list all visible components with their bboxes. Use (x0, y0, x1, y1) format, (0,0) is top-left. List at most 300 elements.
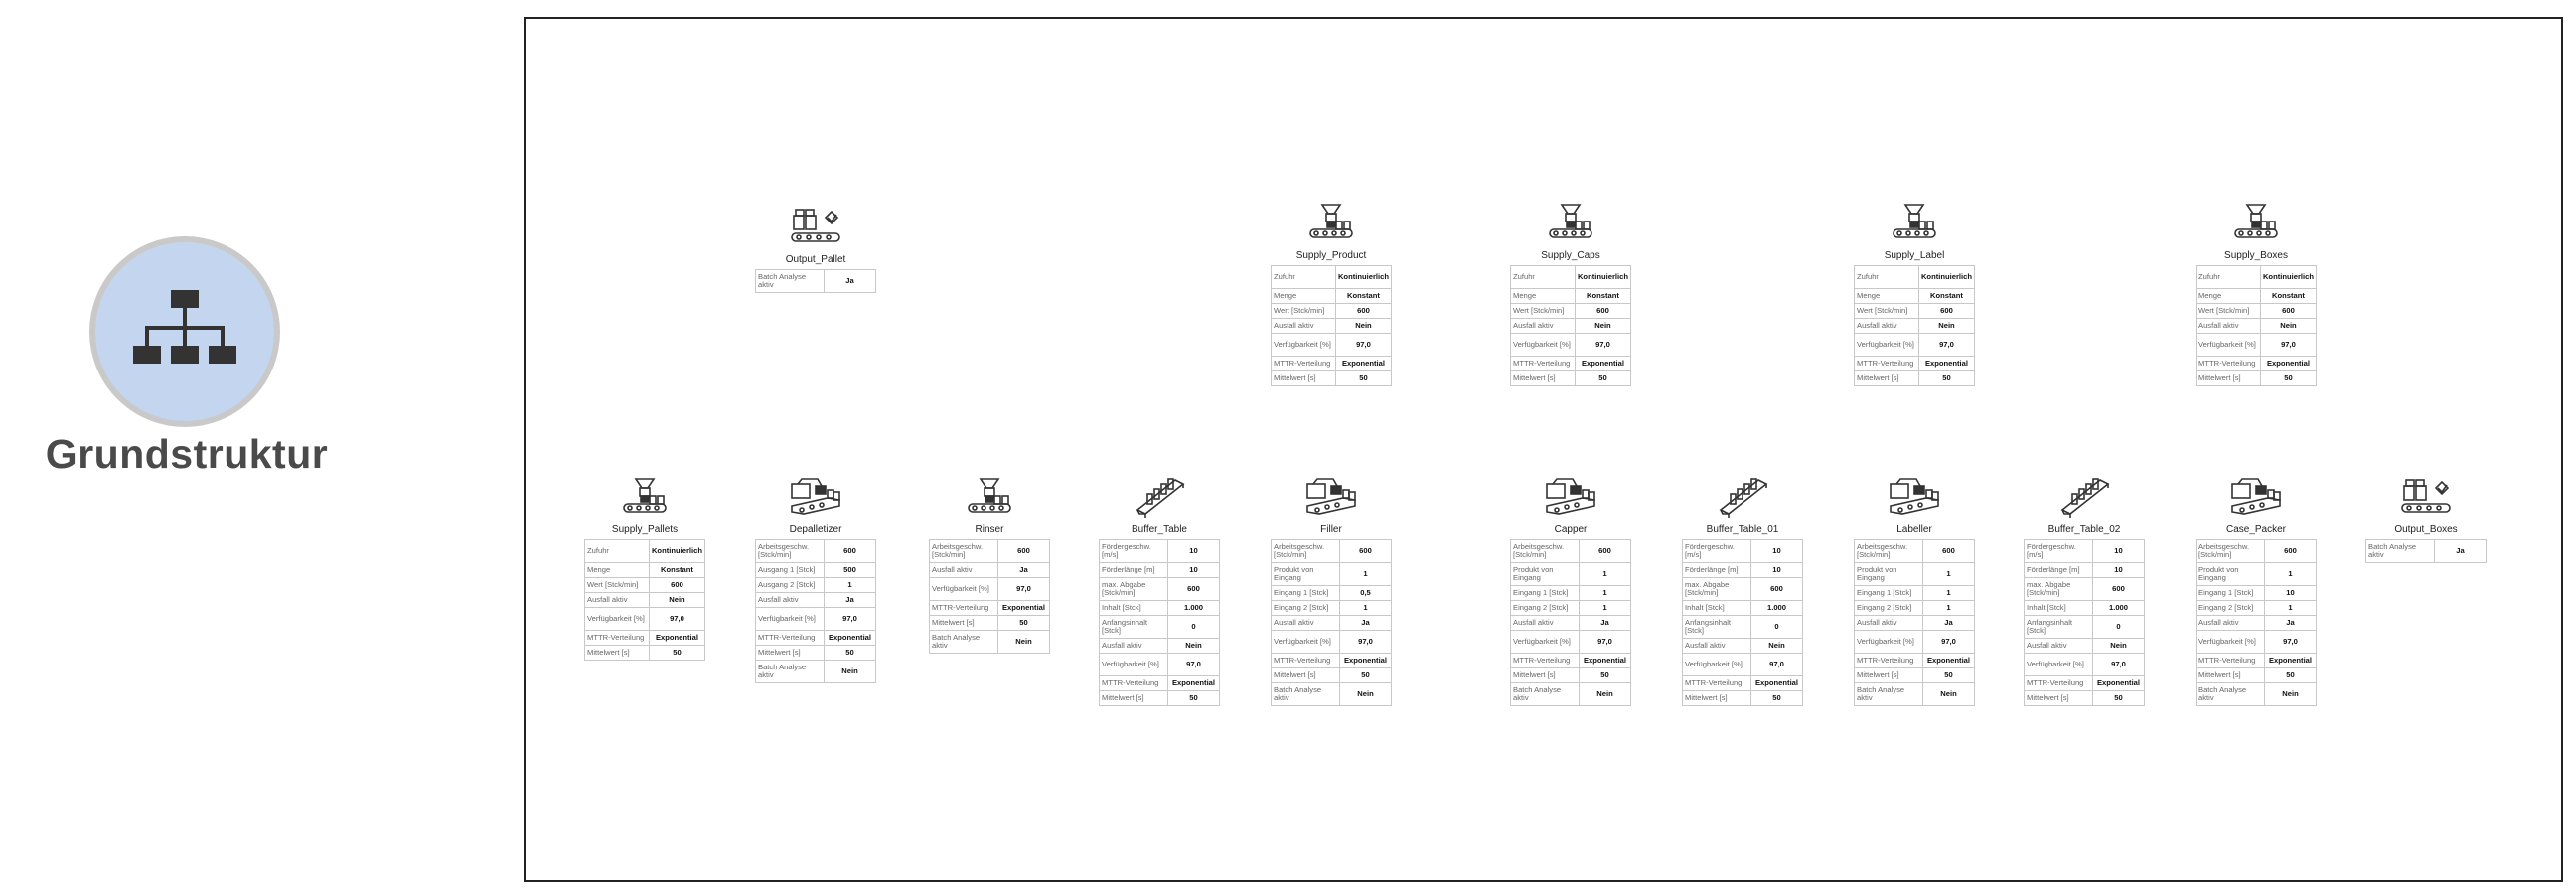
param-value: 50 (1751, 691, 1803, 706)
param-label: Zufuhr (1272, 266, 1336, 289)
param-label: Zufuhr (1511, 266, 1576, 289)
param-row (2197, 289, 2317, 304)
param-value: 97,0 (2265, 631, 2317, 654)
block-output-boxes[interactable] (2365, 474, 2487, 563)
param-value: 1 (1340, 563, 1392, 586)
param-label: Ausfall aktiv (1272, 616, 1340, 631)
param-label: Arbeitsgeschw. [Stck/min] (756, 540, 825, 563)
param-value: 600 (1918, 304, 1974, 319)
param-row (1683, 639, 1803, 654)
param-value: 97,0 (1751, 654, 1803, 676)
param-row (2197, 683, 2317, 706)
block-case-packer[interactable] (2196, 474, 2317, 706)
param-value: Exponential (2265, 654, 2317, 668)
param-value: 97,0 (1575, 334, 1630, 357)
param-row (2025, 601, 2145, 616)
param-row (2197, 371, 2317, 386)
param-row (1855, 654, 1975, 668)
param-value: Nein (1335, 319, 1391, 334)
param-row (1272, 601, 1392, 616)
param-label: Eingang 2 [Stck] (2197, 601, 2265, 616)
block-buffer-table-01[interactable] (1682, 474, 1803, 706)
buffer-icon (1682, 474, 1803, 518)
param-label: Mittelwert [s] (1683, 691, 1751, 706)
param-row (1272, 319, 1392, 334)
param-row (1855, 683, 1975, 706)
param-row (2025, 540, 2145, 563)
param-label: MTTR-Verteilung (1100, 676, 1168, 691)
param-value: 97,0 (1580, 631, 1631, 654)
param-label: Verfügbarkeit [%] (1272, 334, 1336, 357)
param-value: 1 (1923, 563, 1975, 586)
param-label: Mittelwert [s] (1855, 371, 1919, 386)
param-row (1683, 654, 1803, 676)
param-row (585, 593, 705, 608)
param-row (1683, 691, 1803, 706)
param-value: 50 (1580, 668, 1631, 683)
param-table (1854, 539, 1975, 706)
param-table (755, 269, 876, 293)
param-label: Produkt von Eingang (2197, 563, 2265, 586)
param-label: Mittelwert [s] (2197, 668, 2265, 683)
param-row (1511, 616, 1631, 631)
buffer-icon (2024, 474, 2145, 518)
param-value: 600 (2265, 540, 2317, 563)
param-value: 600 (825, 540, 876, 563)
param-value: 600 (1580, 540, 1631, 563)
param-row (1511, 266, 1631, 289)
param-value: Ja (825, 270, 876, 293)
param-label: MTTR-Verteilung (585, 631, 650, 646)
param-row (2025, 616, 2145, 639)
param-row (756, 540, 876, 563)
param-label: Zufuhr (2197, 266, 2261, 289)
param-label: Batch Analyse aktiv (930, 631, 998, 654)
param-label: Wert [Stck/min] (585, 578, 650, 593)
param-value: Nein (649, 593, 704, 608)
param-row (1511, 586, 1631, 601)
param-label: Batch Analyse aktiv (1511, 683, 1580, 706)
param-label: MTTR-Verteilung (756, 631, 825, 646)
param-table (1271, 539, 1392, 706)
param-row (1855, 334, 1975, 357)
param-label: Ausfall aktiv (1100, 639, 1168, 654)
param-label: Anfangsinhalt [Stck] (1683, 616, 1751, 639)
param-label: Inhalt [Stck] (1683, 601, 1751, 616)
param-label: Verfügbarkeit [%] (1683, 654, 1751, 676)
param-row (756, 608, 876, 631)
param-label: Mittelwert [s] (585, 646, 650, 661)
param-value: Konstant (2260, 289, 2316, 304)
param-row (930, 578, 1050, 601)
param-value: Kontinuierlich (649, 540, 704, 563)
buffer-icon (1099, 474, 1220, 518)
block-name: Buffer_Table (1132, 524, 1187, 535)
param-row (756, 270, 876, 293)
param-row (756, 593, 876, 608)
block-name: Buffer_Table_01 (1706, 524, 1779, 535)
param-label: Eingang 2 [Stck] (1511, 601, 1580, 616)
param-value: 600 (1168, 578, 1220, 601)
block-name: Supply_Pallets (611, 524, 679, 535)
param-value: 50 (1918, 371, 1974, 386)
param-label: Ausfall aktiv (2025, 639, 2093, 654)
param-row (1683, 601, 1803, 616)
param-value: 50 (2265, 668, 2317, 683)
param-label: Mittelwert [s] (1855, 668, 1923, 683)
param-value: 97,0 (1340, 631, 1392, 654)
param-row (2025, 691, 2145, 706)
param-row (2197, 540, 2317, 563)
param-label: Batch Analyse aktiv (1272, 683, 1340, 706)
param-label: Verfügbarkeit [%] (1855, 631, 1923, 654)
param-value: 0,5 (1340, 586, 1392, 601)
param-row (1272, 683, 1392, 706)
param-row (1272, 357, 1392, 371)
param-label: Fördergeschw. [m/s] (2025, 540, 2093, 563)
param-row (2197, 668, 2317, 683)
param-row (1100, 616, 1220, 639)
param-value: Exponential (998, 601, 1050, 616)
param-label: Menge (1511, 289, 1576, 304)
param-label: Ausfall aktiv (1855, 319, 1919, 334)
param-label: Verfügbarkeit [%] (1511, 631, 1580, 654)
block-supply-caps[interactable] (1510, 200, 1631, 386)
block-rinser[interactable] (929, 474, 1050, 654)
param-label: Mittelwert [s] (1100, 691, 1168, 706)
param-label: Wert [Stck/min] (2197, 304, 2261, 319)
param-row (930, 631, 1050, 654)
param-row (1683, 676, 1803, 691)
param-value: 0 (1168, 616, 1220, 639)
param-row (1100, 639, 1220, 654)
block-depalletizer[interactable] (755, 474, 876, 683)
param-value: 10 (2093, 563, 2145, 578)
param-value: 97,0 (649, 608, 704, 631)
param-label: MTTR-Verteilung (1511, 654, 1580, 668)
param-label: Inhalt [Stck] (2025, 601, 2093, 616)
param-row (2197, 334, 2317, 357)
param-value: 0 (2093, 616, 2145, 639)
model-canvas[interactable] (524, 17, 2563, 882)
supply-icon (1854, 200, 1975, 243)
param-label: Menge (1272, 289, 1336, 304)
param-value: Kontinuierlich (1335, 266, 1391, 289)
param-value: 0 (1751, 616, 1803, 639)
param-label: Ausfall aktiv (585, 593, 650, 608)
param-label: Ausfall aktiv (1855, 616, 1923, 631)
param-row (1100, 691, 1220, 706)
param-label: Produkt von Eingang (1855, 563, 1923, 586)
block-supply-label[interactable] (1854, 200, 1975, 386)
param-value: 50 (2093, 691, 2145, 706)
param-label: Anfangsinhalt [Stck] (2025, 616, 2093, 639)
param-value: 600 (1751, 578, 1803, 601)
param-value: Exponential (1751, 676, 1803, 691)
param-label: Förderlänge [m] (2025, 563, 2093, 578)
param-value: Ja (2435, 540, 2487, 563)
param-label: Verfügbarkeit [%] (1272, 631, 1340, 654)
param-row (930, 540, 1050, 563)
param-value: 50 (2260, 371, 2316, 386)
param-row (585, 563, 705, 578)
param-value: Exponential (1335, 357, 1391, 371)
param-value: Nein (2260, 319, 2316, 334)
param-value: Ja (1340, 616, 1392, 631)
param-value: 600 (1923, 540, 1975, 563)
param-label: Ausgang 2 [Stck] (756, 578, 825, 593)
param-label: Ausfall aktiv (1272, 319, 1336, 334)
param-label: Verfügbarkeit [%] (1100, 654, 1168, 676)
param-value: 97,0 (998, 578, 1050, 601)
param-value: Exponential (2093, 676, 2145, 691)
param-value: Exponential (1340, 654, 1392, 668)
param-value: 50 (1575, 371, 1630, 386)
param-table (1682, 539, 1803, 706)
param-value: 10 (1751, 563, 1803, 578)
param-label: Batch Analyse aktiv (1855, 683, 1923, 706)
param-value: Exponential (1575, 357, 1630, 371)
param-row (1511, 601, 1631, 616)
param-label: Mittelwert [s] (756, 646, 825, 661)
machine-icon (1854, 474, 1975, 518)
param-value: Ja (1923, 616, 1975, 631)
hierarchy-icon (133, 284, 236, 383)
block-output-pallet[interactable] (755, 204, 876, 293)
param-label: Zufuhr (585, 540, 650, 563)
param-value: Nein (2265, 683, 2317, 706)
param-value: Ja (825, 593, 876, 608)
param-row (1511, 668, 1631, 683)
param-value: 600 (2260, 304, 2316, 319)
block-name: Labeller (1896, 524, 1932, 535)
param-value: Nein (1751, 639, 1803, 654)
param-row (1100, 563, 1220, 578)
param-value: 50 (1168, 691, 1220, 706)
param-row (2197, 586, 2317, 601)
param-label: Batch Analyse aktiv (756, 270, 825, 293)
param-label: Förderlänge [m] (1100, 563, 1168, 578)
param-value: Exponential (1168, 676, 1220, 691)
output-icon (2365, 474, 2487, 518)
param-row (585, 540, 705, 563)
param-row (1683, 578, 1803, 601)
param-label: Arbeitsgeschw. [Stck/min] (1855, 540, 1923, 563)
param-value: Nein (1168, 639, 1220, 654)
param-row (585, 578, 705, 593)
block-filler[interactable] (1271, 474, 1392, 706)
param-label: Menge (2197, 289, 2261, 304)
param-table (2024, 539, 2145, 706)
param-row (930, 601, 1050, 616)
param-table (2196, 539, 2317, 706)
param-label: Mittelwert [s] (1272, 371, 1336, 386)
param-label: Ausfall aktiv (756, 593, 825, 608)
param-row (1100, 540, 1220, 563)
param-value: Konstant (649, 563, 704, 578)
param-label: Inhalt [Stck] (1100, 601, 1168, 616)
param-label: Fördergeschw. [m/s] (1100, 540, 1168, 563)
param-value: 1 (825, 578, 876, 593)
param-label: MTTR-Verteilung (2025, 676, 2093, 691)
param-value: Kontinuierlich (1918, 266, 1974, 289)
param-row (1511, 334, 1631, 357)
param-label: Ausfall aktiv (2197, 616, 2265, 631)
supply-icon (1271, 200, 1392, 243)
param-row (1511, 304, 1631, 319)
param-row (1511, 319, 1631, 334)
param-label: Mittelwert [s] (1511, 371, 1576, 386)
param-value: Ja (2265, 616, 2317, 631)
block-capper[interactable] (1510, 474, 1631, 706)
param-label: MTTR-Verteilung (2197, 357, 2261, 371)
param-label: Eingang 2 [Stck] (1272, 601, 1340, 616)
param-row (1855, 540, 1975, 563)
param-value: 10 (1168, 540, 1220, 563)
block-name: Depalletizer (789, 524, 842, 535)
param-row (1511, 357, 1631, 371)
param-row (2025, 578, 2145, 601)
block-labeller[interactable] (1854, 474, 1975, 706)
param-label: Ausfall aktiv (1511, 319, 1576, 334)
param-label: Verfügbarkeit [%] (2197, 631, 2265, 654)
param-value: 1.000 (1751, 601, 1803, 616)
block-name: Supply_Boxes (2224, 250, 2288, 261)
param-value: 97,0 (2093, 654, 2145, 676)
param-value: 600 (2093, 578, 2145, 601)
param-row (1683, 540, 1803, 563)
param-label: Ausfall aktiv (930, 563, 998, 578)
supply-icon (929, 474, 1050, 518)
block-buffer-table-02[interactable] (2024, 474, 2145, 706)
param-row (1272, 654, 1392, 668)
block-name: Capper (1554, 524, 1588, 535)
param-label: Mittelwert [s] (930, 616, 998, 631)
supply-icon (1510, 200, 1631, 243)
param-row (1855, 266, 1975, 289)
param-value: 97,0 (825, 608, 876, 631)
param-value: 1 (1580, 586, 1631, 601)
param-label: Eingang 1 [Stck] (1855, 586, 1923, 601)
param-value: Exponential (2260, 357, 2316, 371)
param-value: 10 (2093, 540, 2145, 563)
param-value: 1 (1923, 586, 1975, 601)
param-value: 600 (1575, 304, 1630, 319)
param-label: Eingang 1 [Stck] (1272, 586, 1340, 601)
param-label: Arbeitsgeschw. [Stck/min] (930, 540, 998, 563)
param-row (1511, 540, 1631, 563)
param-label: max. Abgabe [Stck/min] (1100, 578, 1168, 601)
param-label: Mittelwert [s] (1511, 668, 1580, 683)
param-value: Exponential (1580, 654, 1631, 668)
param-row (1855, 631, 1975, 654)
param-value: 97,0 (1923, 631, 1975, 654)
page-title: Grundstruktur (45, 431, 329, 477)
param-value: Nein (2093, 639, 2145, 654)
param-value: Konstant (1335, 289, 1391, 304)
param-label: MTTR-Verteilung (1272, 357, 1336, 371)
param-value: 97,0 (1168, 654, 1220, 676)
block-name: Case_Packer (2225, 524, 2287, 535)
param-row (1855, 357, 1975, 371)
param-label: Mittelwert [s] (1272, 668, 1340, 683)
param-value: Exponential (649, 631, 704, 646)
machine-icon (755, 474, 876, 518)
param-label: Batch Analyse aktiv (756, 661, 825, 683)
hierarchy-badge (89, 236, 280, 427)
param-table (584, 539, 705, 661)
param-row (1855, 616, 1975, 631)
param-value: Konstant (1575, 289, 1630, 304)
param-label: MTTR-Verteilung (1511, 357, 1576, 371)
param-row (1272, 371, 1392, 386)
param-row (2197, 563, 2317, 586)
param-label: MTTR-Verteilung (930, 601, 998, 616)
param-value: 600 (1335, 304, 1391, 319)
param-label: Produkt von Eingang (1272, 563, 1340, 586)
param-value: 50 (649, 646, 704, 661)
param-label: Ausgang 1 [Stck] (756, 563, 825, 578)
param-table (1510, 265, 1631, 386)
param-row (2025, 563, 2145, 578)
param-value: 1 (1580, 601, 1631, 616)
param-value: 1.000 (2093, 601, 2145, 616)
param-label: Menge (585, 563, 650, 578)
param-label: Arbeitsgeschw. [Stck/min] (1511, 540, 1580, 563)
block-name: Buffer_Table_02 (2047, 524, 2121, 535)
param-row (1855, 563, 1975, 586)
param-row (2197, 319, 2317, 334)
param-label: Verfügbarkeit [%] (2025, 654, 2093, 676)
param-label: Verfügbarkeit [%] (930, 578, 998, 601)
block-name: Output_Boxes (2394, 524, 2458, 535)
block-supply-product[interactable] (1271, 200, 1392, 386)
param-value: Nein (998, 631, 1050, 654)
param-label: Menge (1855, 289, 1919, 304)
block-supply-pallets[interactable] (584, 474, 705, 661)
param-row (1272, 631, 1392, 654)
param-label: Anfangsinhalt [Stck] (1100, 616, 1168, 639)
param-row (585, 608, 705, 631)
machine-icon (1271, 474, 1392, 518)
param-table (1854, 265, 1975, 386)
param-label: Verfügbarkeit [%] (1855, 334, 1919, 357)
param-row (1855, 371, 1975, 386)
param-label: MTTR-Verteilung (1855, 654, 1923, 668)
param-row (1511, 654, 1631, 668)
param-label: Verfügbarkeit [%] (2197, 334, 2261, 357)
param-row (2025, 654, 2145, 676)
param-value: Kontinuierlich (1575, 266, 1630, 289)
param-label: Förderlänge [m] (1683, 563, 1751, 578)
param-label: Verfügbarkeit [%] (1511, 334, 1576, 357)
param-value: 97,0 (1918, 334, 1974, 357)
param-row (2197, 616, 2317, 631)
param-row (2197, 601, 2317, 616)
param-label: Ausfall aktiv (1683, 639, 1751, 654)
param-label: MTTR-Verteilung (1855, 357, 1919, 371)
param-value: Konstant (1918, 289, 1974, 304)
block-supply-boxes[interactable] (2196, 200, 2317, 386)
block-name: Filler (1320, 524, 1342, 535)
param-row (756, 661, 876, 683)
param-row (2197, 357, 2317, 371)
block-buffer-table[interactable] (1099, 474, 1220, 706)
param-value: 10 (2265, 586, 2317, 601)
param-value: 50 (825, 646, 876, 661)
param-value: 600 (649, 578, 704, 593)
param-value: 97,0 (2260, 334, 2316, 357)
